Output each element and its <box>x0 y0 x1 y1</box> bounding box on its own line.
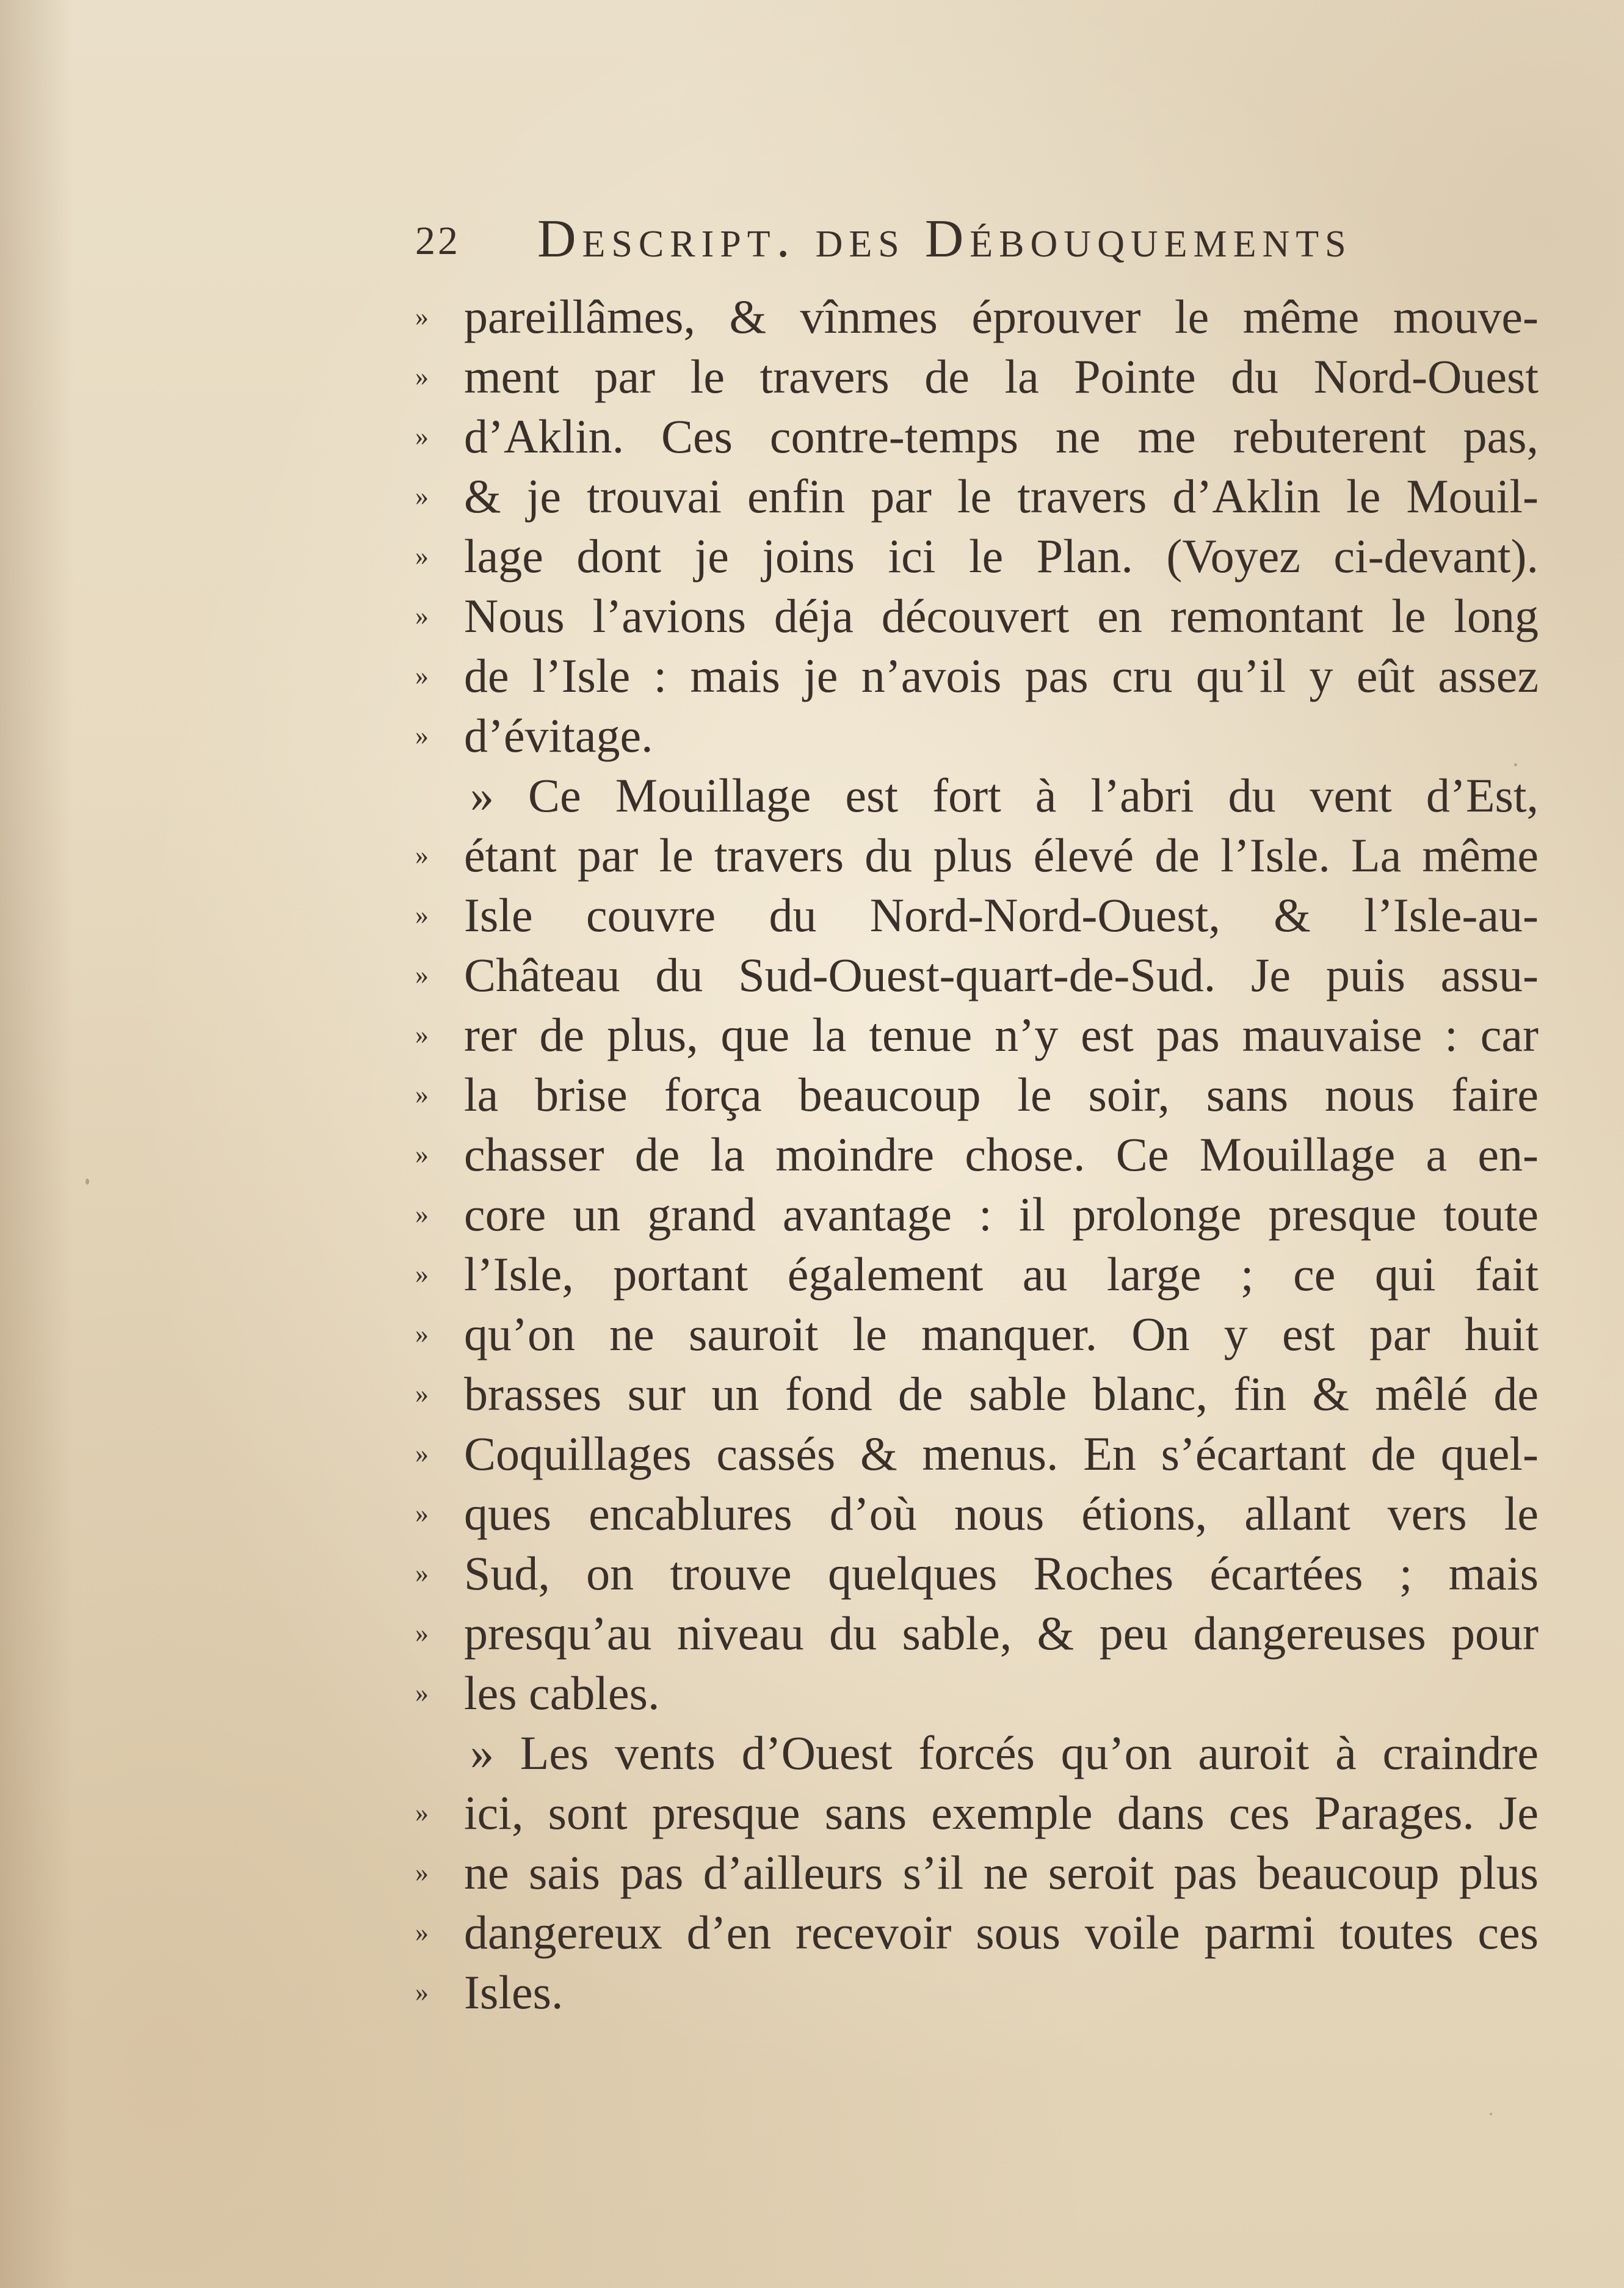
line-text: ne sais pas d’ailleurs s’il ne seroit pas beaucoup plus <box>464 1846 1539 1899</box>
line-text: presqu’au niveau du sable, & peu dangereuses pour <box>464 1607 1539 1660</box>
quote-mark: » <box>415 1798 429 1828</box>
text-line <box>415 1963 1539 2022</box>
quote-mark: » <box>415 721 429 750</box>
line-text: qu’on ne sauroit le manquer. On y est par huit <box>464 1307 1539 1360</box>
text-line <box>415 287 1539 347</box>
quote-mark: » <box>415 481 429 511</box>
line-text: & je trouvai enfin par le travers d’Aklin le Mouil- <box>464 470 1539 523</box>
quote-mark: » <box>415 1259 429 1289</box>
text-line <box>415 1663 1539 1723</box>
gutter-shadow <box>0 0 73 2288</box>
line-text: rer de plus, que la tenue n’y est pas mauvaise : car <box>464 1008 1539 1061</box>
quote-mark: » <box>415 1139 429 1169</box>
quote-mark: » <box>415 661 429 691</box>
text-line <box>415 526 1539 586</box>
quote-mark: » <box>415 1558 429 1588</box>
quote-mark: » <box>415 1199 429 1229</box>
quote-mark: » <box>415 421 429 451</box>
line-text: » Ce Mouillage est fort à l’abri du vent d’Est, <box>470 769 1539 822</box>
text-line <box>415 1304 1539 1364</box>
paper-speck <box>1514 763 1517 766</box>
text-line <box>415 1364 1539 1424</box>
text-line <box>415 646 1539 706</box>
line-text: » Les vents d’Ouest forcés qu’on auroit à craindre <box>470 1726 1539 1779</box>
quote-mark: » <box>415 302 429 332</box>
line-text: Coquillages cassés & menus. En s’écartant de quel- <box>464 1427 1539 1480</box>
quote-mark: » <box>415 1379 429 1409</box>
text-line <box>415 1783 1539 1843</box>
line-text: Isle couvre du Nord-Nord-Ouest, & l’Isle-au- <box>464 888 1539 942</box>
paper-speck <box>1490 2113 1492 2115</box>
line-text: Sud, on trouve quelques Roches écartées ; mais <box>464 1547 1539 1600</box>
line-text: d’évitage. <box>464 709 653 762</box>
quote-mark: » <box>415 1917 429 1947</box>
quote-mark: » <box>415 1080 429 1109</box>
text-line <box>415 1424 1539 1484</box>
quote-mark: » <box>415 601 429 631</box>
quote-mark: » <box>415 1439 429 1469</box>
text-line <box>415 1125 1539 1185</box>
line-text: d’Aklin. Ces contre-temps ne me rebuterent pas, <box>464 410 1539 463</box>
running-title: Descript. des Débouquements <box>537 209 1352 269</box>
line-text: Isles. <box>464 1966 564 2019</box>
body-text <box>415 287 1539 2022</box>
line-text: chasser de la moindre chose. Ce Mouillage a en- <box>464 1128 1539 1181</box>
text-line <box>415 1603 1539 1663</box>
text-line <box>415 1185 1539 1244</box>
quote-mark: » <box>415 541 429 571</box>
text-line <box>415 347 1539 407</box>
page-number: 22 <box>415 219 460 263</box>
line-text: brasses sur un fond de sable blanc, fin & mêlé de <box>464 1367 1539 1420</box>
text-line <box>415 1903 1539 1963</box>
quote-mark: » <box>415 361 429 391</box>
line-text: Nous l’avions déja découvert en remontant le long <box>464 589 1539 642</box>
quote-mark: » <box>415 1498 429 1528</box>
quote-mark: » <box>415 1678 429 1708</box>
text-line <box>415 885 1539 945</box>
quote-mark: » <box>415 900 429 930</box>
text-line <box>415 1484 1539 1544</box>
quote-mark: » <box>415 1319 429 1349</box>
line-text: de l’Isle : mais je n’avois pas cru qu’il y eût assez <box>464 649 1539 702</box>
line-text: lage dont je joins ici le Plan. (Voyez ci-devant). <box>464 529 1539 583</box>
line-text: l’Isle, portant également au large ; ce qui fait <box>464 1248 1539 1301</box>
quote-mark: » <box>415 1977 429 2007</box>
quote-mark: » <box>415 1858 429 1887</box>
text-line <box>415 706 1539 766</box>
text-line <box>415 407 1539 467</box>
text-line <box>415 467 1539 526</box>
quote-mark: » <box>415 840 429 870</box>
quote-mark: » <box>415 1020 429 1050</box>
text-line <box>415 1723 1539 1783</box>
line-text: la brise força beaucoup le soir, sans nous faire <box>464 1068 1539 1121</box>
text-line <box>415 586 1539 646</box>
line-text: dangereux d’en recevoir sous voile parmi toutes ces <box>464 1906 1539 1959</box>
line-text: étant par le travers du plus élevé de l’Isle. La même <box>464 829 1539 882</box>
line-text: les cables. <box>464 1666 660 1720</box>
line-text: Château du Sud-Ouest-quart-de-Sud. Je puis assu- <box>464 948 1539 1001</box>
text-line <box>415 1843 1539 1903</box>
paper-speck <box>85 1179 89 1185</box>
text-line <box>415 1244 1539 1304</box>
line-text: core un grand avantage : il prolonge presque toute <box>464 1188 1539 1241</box>
line-text: ques encablures d’où nous étions, allant vers le <box>464 1487 1539 1540</box>
text-line <box>415 766 1539 826</box>
quote-mark: » <box>415 960 429 990</box>
text-line <box>415 1005 1539 1065</box>
line-text: ment par le travers de la Pointe du Nord-Ouest <box>464 350 1539 403</box>
page-header <box>415 211 1441 284</box>
text-line <box>415 826 1539 885</box>
text-line <box>415 1544 1539 1603</box>
text-line <box>415 1065 1539 1125</box>
line-text: pareillâmes, & vînmes éprouver le même mouve- <box>464 290 1539 343</box>
text-line <box>415 945 1539 1005</box>
line-text: ici, sont presque sans exemple dans ces Parages. Je <box>464 1786 1539 1839</box>
quote-mark: » <box>415 1618 429 1648</box>
